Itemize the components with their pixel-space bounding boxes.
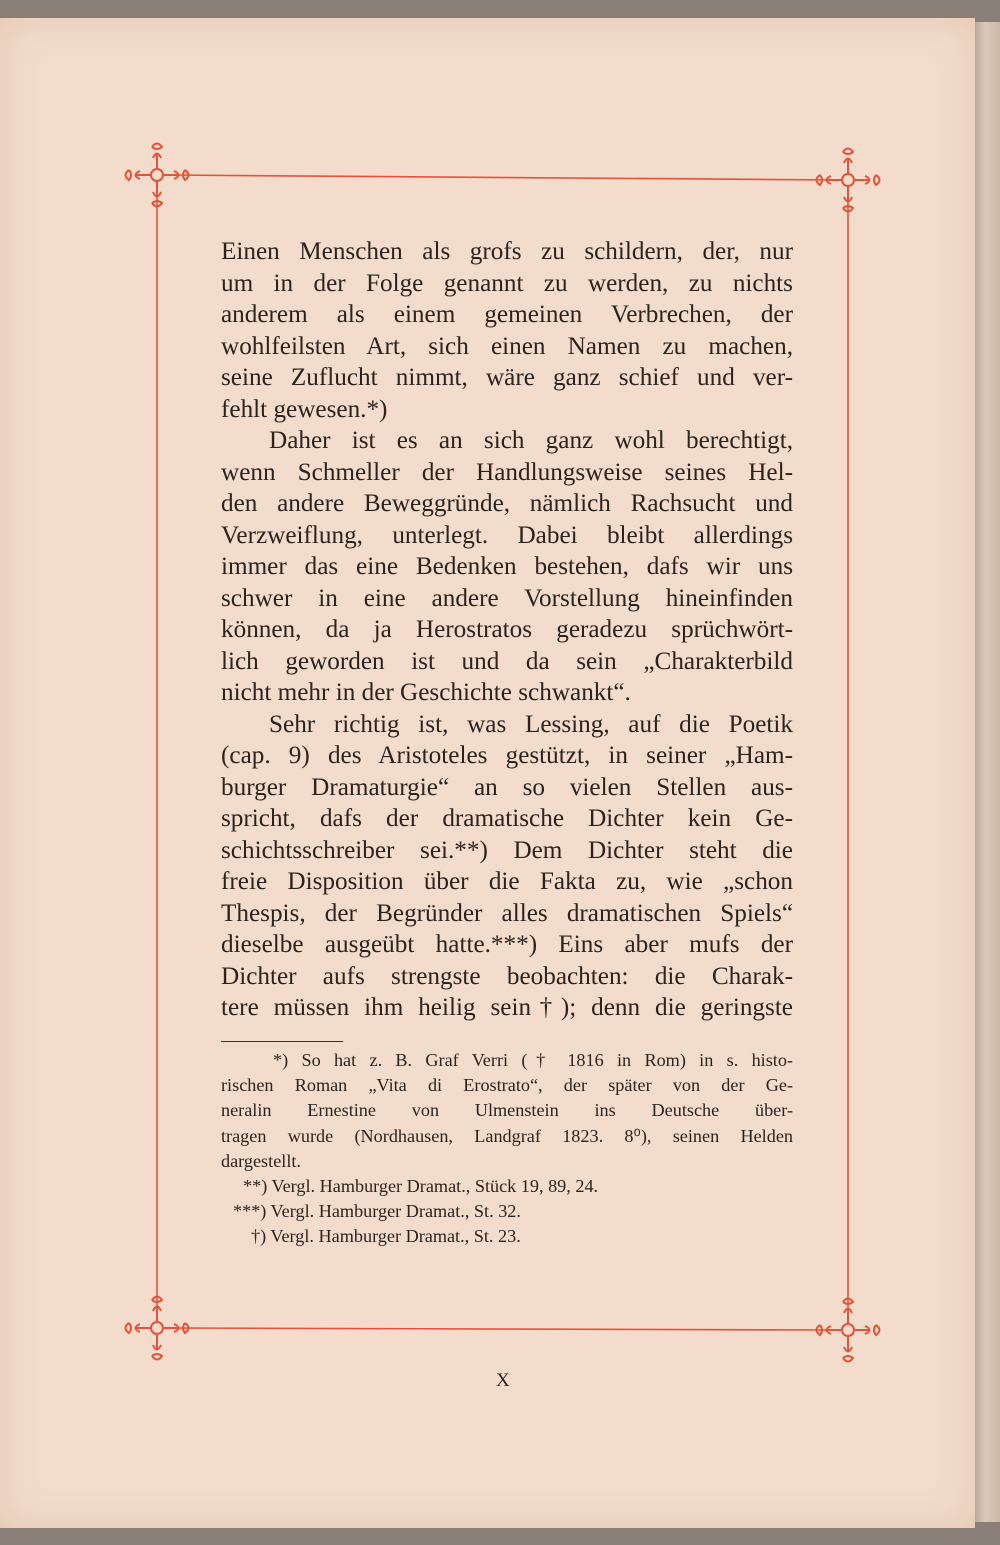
footnote-rule [221,1041,343,1042]
corner-ornament-top-right [817,149,880,212]
body-line: schichtsschreiber sei.**) Dem Dichter steht die [221,836,793,864]
footnote-line: dargestellt. [221,1150,301,1171]
footnote-line: neralin Ernestine von Ulmenstein ins Deutsche über- [221,1100,793,1121]
body-line: den andere Beweggründe, nämlich Rachsucht und [221,490,793,517]
body-line: dieselbe ausgeübt hatte.***) Eins aber mufs der [221,931,793,958]
body-line: immer das eine Bedenken bestehen, dafs wir uns [221,553,793,580]
footnote-line: *) So hat z. B. Graf Verri († 1816 in Rom) in s. histo- [273,1050,793,1070]
footnote-line: tragen wurde (Nordhausen, Landgraf 1823. 8⁰), seinen Helden [221,1125,793,1146]
body-line: lich geworden ist und da sein „Charakterbild [221,647,793,675]
body-line: Dichter aufs strengste beobachten: die Charak- [221,962,793,990]
body-line: wohlfeilsten Art, sich einen Namen zu machen, [221,332,793,360]
body-line: (cap. 9) des Aristoteles gestützt, in seiner „Ham- [221,742,793,769]
corner-ornament-bottom-right [817,1299,880,1362]
body-line: anderem als einem gemeinen Verbrechen, der [221,301,793,328]
body-line: tere müssen ihm heilig sein†); denn die geringste [221,994,793,1021]
body-line: können, da ja Herostratos geradezu sprüchwört- [221,616,793,643]
body-line: um in der Folge genannt zu werden, zu nichts [221,269,793,297]
frame-bottom-rule [168,1328,838,1330]
corner-ornament-bottom-left [126,1297,189,1360]
frame-top-rule [168,175,838,180]
body-line: burger Dramaturgie“ an so vielen Stellen aus- [221,773,793,801]
footnote-line: **) Vergl. Hamburger Dramat., Stück 19, 89, 24. [243,1176,599,1197]
body-line: schwer in eine andere Vorstellung hineinfinden [221,584,793,612]
body-text [221,236,793,1024]
footnote-line: ***) Vergl. Hamburger Dramat., St. 32. [233,1201,521,1222]
body-line: freie Disposition über die Fakta zu, wie „schon [221,868,793,895]
body-line: Verzweiflung, unterlegt. Dabei bleibt allerdings [221,521,793,549]
body-line: spricht, dafs der dramatische Dichter kein Ge- [221,805,793,832]
body-line: Einen Menschen als grofs zu schildern, der, nur [221,238,793,265]
footnote-line: rischen Roman „Vita di Erostrato“, der später von der Ge- [221,1075,793,1096]
body-line: fehlt gewesen.*) [221,395,388,423]
page-number: X [496,1370,510,1391]
body-line: seine Zuflucht nimmt, wäre ganz schief und ver- [221,364,793,391]
footnote-line: †) Vergl. Hamburger Dramat., St. 23. [251,1226,521,1247]
body-line: Sehr richtig ist, was Lessing, auf die Poetik [269,710,793,738]
body-line: nicht mehr in der Geschichte schwankt“. [221,679,631,706]
body-line: Daher ist es an sich ganz wohl berechtigt, [269,427,793,454]
body-line: wenn Schmeller der Handlungsweise seines Hel- [221,458,793,486]
footnotes [221,1048,793,1250]
corner-ornament-top-left [126,144,189,207]
body-line: Thespis, der Begründer alles dramatischen Spiels“ [221,899,793,927]
